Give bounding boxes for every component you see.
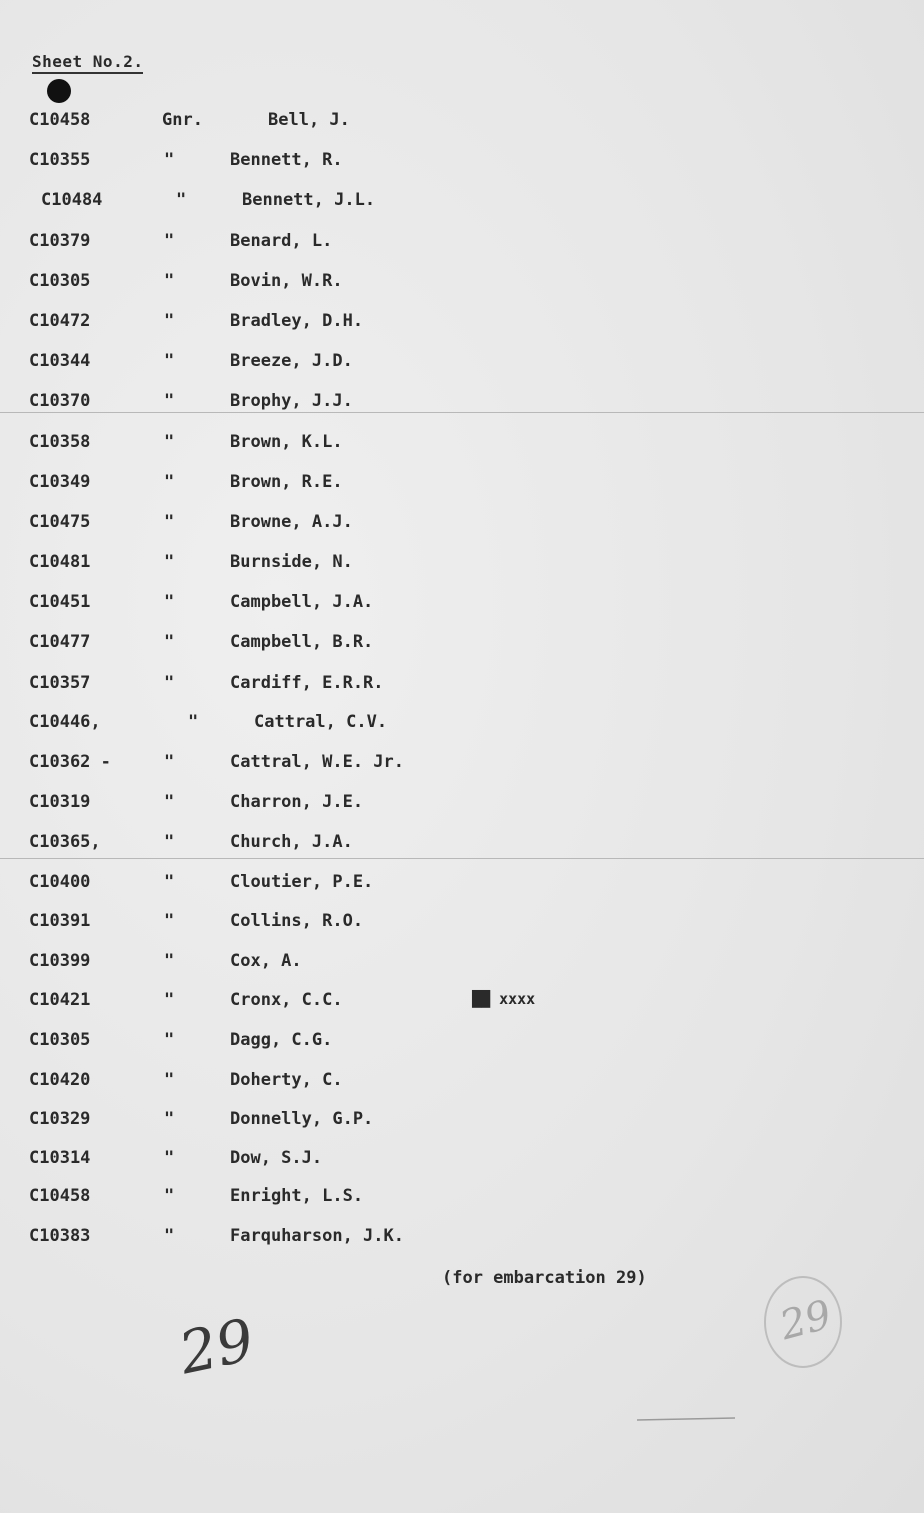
soldier-name: Bell, J. (268, 110, 350, 130)
footer-note: (for embarcation 29) (442, 1268, 647, 1288)
rank: " (164, 872, 175, 892)
soldier-name: Breeze, J.D. (230, 351, 353, 371)
soldier-name: Bradley, D.H. (230, 311, 364, 331)
rank: " (164, 1148, 175, 1168)
service-number: C10329 (29, 1109, 91, 1129)
service-number: C10362 - (29, 752, 111, 772)
service-number: C10399 (29, 951, 91, 971)
soldier-name: Church, J.A. (230, 832, 353, 852)
sheet-label: Sheet No.2. (32, 52, 143, 74)
service-number: C10357 (29, 673, 91, 693)
soldier-name: Charron, J.E. (230, 792, 364, 812)
soldier-name: Cattral, W.E. Jr. (230, 752, 404, 772)
rank: " (164, 552, 175, 572)
rank: " (164, 632, 175, 652)
service-number: C10484 (41, 190, 103, 210)
service-number: C10481 (29, 552, 91, 572)
service-number: C10400 (29, 872, 91, 892)
soldier-name: Bovin, W.R. (230, 271, 343, 291)
service-number: C10319 (29, 792, 91, 812)
rank: " (188, 712, 199, 732)
service-number: C10349 (29, 472, 91, 492)
handwritten-number-right (765, 1277, 841, 1367)
rank: " (164, 752, 175, 772)
soldier-name: Enright, L.S. (230, 1186, 364, 1206)
rank: " (164, 1030, 175, 1050)
soldier-name: Dagg, C.G. (230, 1030, 333, 1050)
rank: " (164, 990, 175, 1010)
rank: " (164, 673, 175, 693)
rank: " (164, 792, 175, 812)
soldier-name: Burnside, N. (230, 552, 353, 572)
rank: " (164, 231, 175, 251)
service-number: C10305 (29, 1030, 91, 1050)
handwritten-number-left (172, 1306, 259, 1388)
rank: " (164, 351, 175, 371)
rank: " (164, 391, 175, 411)
soldier-name: Benard, L. (230, 231, 333, 251)
soldier-name: Campbell, J.A. (230, 592, 374, 612)
rank: Gnr. (162, 110, 203, 130)
rank: " (164, 911, 175, 931)
rank: " (164, 1186, 175, 1206)
service-number: C10344 (29, 351, 91, 371)
service-number: C10358 (29, 432, 91, 452)
rank: " (164, 512, 175, 532)
soldier-name: Collins, R.O. (230, 911, 364, 931)
service-number: C10477 (29, 632, 91, 652)
circle-mark (765, 1277, 841, 1367)
rank: " (164, 271, 175, 291)
rank: " (164, 1226, 175, 1246)
service-number: C10355 (29, 150, 91, 170)
soldier-name: Farquharson, J.K. (230, 1226, 404, 1246)
service-number: C10458 (29, 1186, 91, 1206)
soldier-name: Brown, K.L. (230, 432, 343, 452)
service-number: C10421 (29, 990, 91, 1010)
service-number: C10458 (29, 110, 91, 130)
margin-note-strike: ██ (472, 990, 500, 1008)
soldier-name: Brophy, J.J. (230, 391, 353, 411)
soldier-name: Campbell, B.R. (230, 632, 374, 652)
rank: " (164, 432, 175, 452)
soldier-name: Cardiff, E.R.R. (230, 673, 384, 693)
service-number: C10305 (29, 271, 91, 291)
service-number: C10391 (29, 911, 91, 931)
service-number: C10379 (29, 231, 91, 251)
rank: " (164, 150, 175, 170)
service-number: C10475 (29, 512, 91, 532)
soldier-name: Brown, R.E. (230, 472, 343, 492)
soldier-name: Bennett, J.L. (242, 190, 376, 210)
soldier-name: Dow, S.J. (230, 1148, 323, 1168)
service-number: C10472 (29, 311, 91, 331)
handwritten-number-left-text: 29 (173, 1305, 260, 1388)
soldier-name: Cronx, C.C. (230, 990, 343, 1010)
margin-note: ██ xxxx (472, 990, 536, 1008)
soldier-name: Cox, A. (230, 951, 302, 971)
rank: " (164, 592, 175, 612)
service-number: C10370 (29, 391, 91, 411)
fold-line-top (0, 412, 924, 413)
soldier-name: Donnelly, G.P. (230, 1109, 374, 1129)
soldier-name: Cloutier, P.E. (230, 872, 374, 892)
rank: " (164, 472, 175, 492)
punch-hole (47, 79, 71, 103)
service-number: C10446, (29, 712, 101, 732)
rank: " (164, 1109, 175, 1129)
fold-line-bottom (0, 858, 924, 859)
service-number: C10383 (29, 1226, 91, 1246)
rank: " (164, 951, 175, 971)
signature-line (637, 1418, 735, 1420)
handwritten-number-right-text: 29 (775, 1291, 837, 1350)
rank: " (164, 1070, 175, 1090)
service-number: C10451 (29, 592, 91, 612)
soldier-name: Bennett, R. (230, 150, 343, 170)
rank: " (176, 190, 187, 210)
soldier-name: Cattral, C.V. (254, 712, 388, 732)
service-number: C10420 (29, 1070, 91, 1090)
soldier-name: Browne, A.J. (230, 512, 353, 532)
service-number: C10365, (29, 832, 101, 852)
service-number: C10314 (29, 1148, 91, 1168)
soldier-name: Doherty, C. (230, 1070, 343, 1090)
rank: " (164, 832, 175, 852)
rank: " (164, 311, 175, 331)
